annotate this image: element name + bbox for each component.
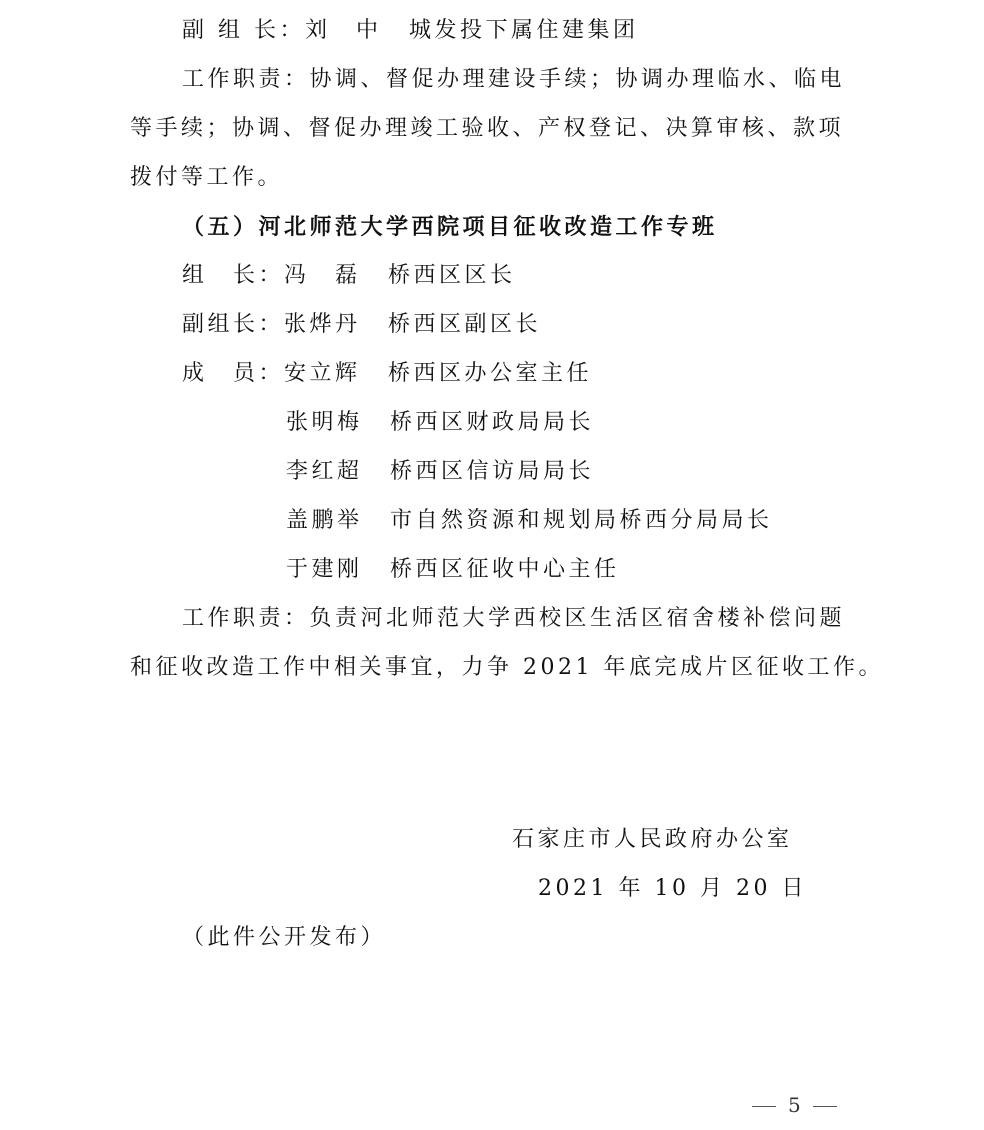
deputy-name: 张烨丹: [284, 312, 361, 337]
leader-name: 冯 磊: [284, 263, 361, 288]
members-label: 成 员：: [182, 361, 285, 386]
duties-1-line-2: 等手续；协调、督促办理竣工验收、产权登记、决算审核、款项: [130, 116, 845, 141]
member-title: 桥西区办公室主任: [388, 361, 593, 386]
leader-title: 桥西区区长: [388, 263, 516, 288]
deputy-leader-row: [182, 16, 639, 46]
member-row: [286, 457, 594, 487]
signature-date: 2021 年 10 月 20 日: [538, 876, 807, 901]
member-title: 桥西区财政局局长: [390, 410, 595, 435]
member-name: 盖鹏举: [286, 508, 363, 533]
duties-2-line-2: 和征收改造工作中相关事宜，力争 2021 年底完成片区征收工作。: [130, 655, 884, 680]
member-name: 安立辉: [284, 361, 361, 386]
duties-2-line-1: 工作职责：负责河北师范大学西校区生活区宿舍楼补偿问题: [182, 606, 846, 631]
member-title: 桥西区信访局局长: [390, 459, 595, 484]
page-dash-right: [813, 1106, 837, 1107]
page-number: [740, 1090, 849, 1120]
section-5-heading: （五）河北师范大学西院项目征收改造工作专班: [182, 214, 718, 240]
duties-1-line-3: 拨付等工作。: [130, 165, 284, 190]
page-dash-left: [752, 1106, 776, 1107]
deputy-leader-name: 刘 中: [305, 18, 382, 43]
member-row: [286, 506, 773, 536]
member-name: 于建刚: [286, 557, 363, 582]
page-number-value: 5: [788, 1093, 801, 1117]
section-5-leader-row: [182, 261, 516, 291]
member-row: [286, 408, 594, 438]
deputy-title: 桥西区副区长: [388, 312, 542, 337]
publication-note: （此件公开发布）: [182, 925, 387, 950]
section-5-deputy-row: [182, 310, 541, 340]
member-title: 市自然资源和规划局桥西分局局长: [390, 508, 773, 533]
duties-1-line-1: 工作职责：协调、督促办理建设手续；协调办理临水、临电: [182, 67, 846, 92]
leader-label: 组 长：: [182, 263, 285, 288]
member-name: 张明梅: [286, 410, 363, 435]
member-row: [182, 359, 592, 389]
member-name: 李红超: [286, 459, 363, 484]
deputy-label: 副组长：: [182, 312, 285, 337]
deputy-leader-title: 城发投下属住建集团: [409, 18, 639, 43]
deputy-leader-label: 副 组 长：: [182, 18, 305, 43]
member-title: 桥西区征收中心主任: [390, 557, 620, 582]
member-row: [286, 555, 620, 585]
signature-org: 石家庄市人民政府办公室: [512, 827, 793, 852]
